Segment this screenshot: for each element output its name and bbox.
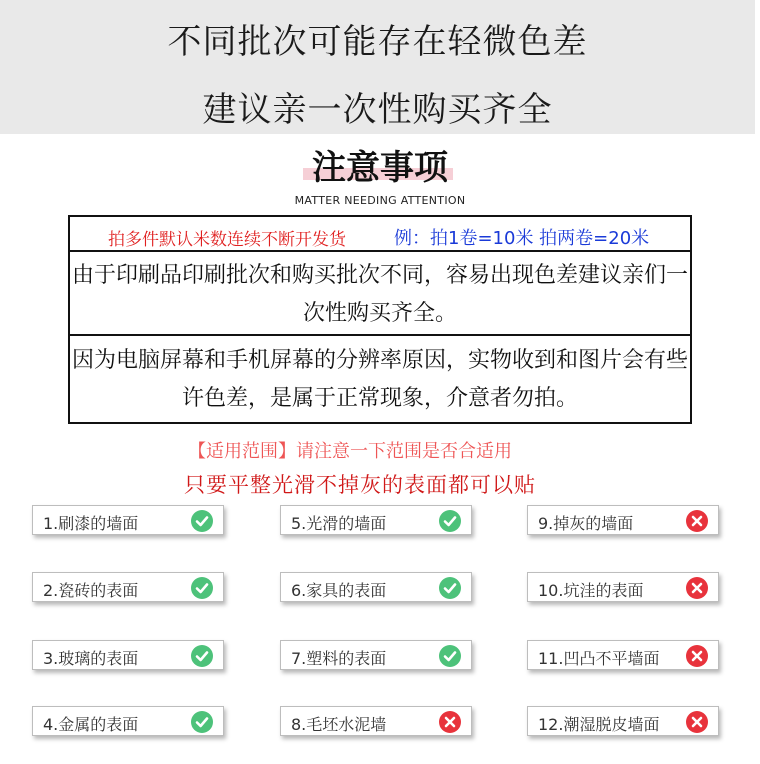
screen-color-note: 因为电脑屏幕和手机屏幕的分辨率原因，实物收到和图片会有些许色差，是属于正常现象，介意者勿拍。 xyxy=(71,348,688,411)
surface-label: 11.凹凸不平墙面 xyxy=(538,649,660,668)
check-icon xyxy=(439,577,461,599)
scope-title: 【适用范围】请注意一下范围是否合适用 xyxy=(188,441,512,462)
surface-item xyxy=(527,505,719,535)
check-icon xyxy=(191,510,213,532)
notice-title: 注意事项 xyxy=(312,148,448,188)
check-icon xyxy=(439,510,461,532)
surface-label: 8.毛坯水泥墙 xyxy=(291,715,387,734)
surface-item xyxy=(32,640,224,670)
surface-label: 10.坑洼的表面 xyxy=(538,581,644,600)
cross-icon xyxy=(439,711,461,733)
surface-label: 1.刷漆的墙面 xyxy=(43,514,139,533)
surface-label: 2.瓷砖的表面 xyxy=(43,581,139,600)
surface-label: 3.玻璃的表面 xyxy=(43,649,139,668)
surface-item xyxy=(32,706,224,736)
surface-label: 12.潮湿脱皮墙面 xyxy=(538,715,660,734)
check-icon xyxy=(439,645,461,667)
cross-icon xyxy=(686,510,708,532)
surface-label: 4.金属的表面 xyxy=(43,715,139,734)
check-icon xyxy=(191,645,213,667)
surface-item xyxy=(280,572,472,602)
banner-line-2: 建议亲一次性购买齐全 xyxy=(202,90,553,130)
surface-item xyxy=(527,706,719,736)
surface-item xyxy=(280,505,472,535)
surface-label: 7.塑料的表面 xyxy=(291,649,387,668)
notice-subtitle: MATTER NEEDING ATTENTION xyxy=(294,194,466,207)
color-difference-banner xyxy=(0,0,755,134)
surface-label: 9.掉灰的墙面 xyxy=(538,514,634,533)
surface-item xyxy=(527,640,719,670)
surface-label: 5.光滑的墙面 xyxy=(291,514,387,533)
check-icon xyxy=(191,577,213,599)
surface-item xyxy=(280,640,472,670)
surface-item xyxy=(527,572,719,602)
quantity-example: 例：拍1卷=10米 拍两卷=20米 xyxy=(394,228,650,249)
scope-subtitle: 只要平整光滑不掉灰的表面都可以贴 xyxy=(184,473,536,497)
cross-icon xyxy=(686,645,708,667)
print-batch-note: 由于印刷品印刷批次和购买批次不同，容易出现色差建议亲们一次性购买齐全。 xyxy=(71,263,688,326)
surface-item xyxy=(32,572,224,602)
check-icon xyxy=(191,711,213,733)
surface-label: 6.家具的表面 xyxy=(291,581,387,600)
surface-item xyxy=(32,505,224,535)
print-batch-note-box xyxy=(68,250,692,336)
quantity-note-box xyxy=(68,215,692,252)
quantity-note: 拍多件默认米数连续不断开发货 xyxy=(108,230,346,250)
cross-icon xyxy=(686,711,708,733)
banner-line-1: 不同批次可能存在轻微色差 xyxy=(167,22,588,62)
surface-item xyxy=(280,706,472,736)
cross-icon xyxy=(686,577,708,599)
screen-color-note-box xyxy=(68,334,692,424)
